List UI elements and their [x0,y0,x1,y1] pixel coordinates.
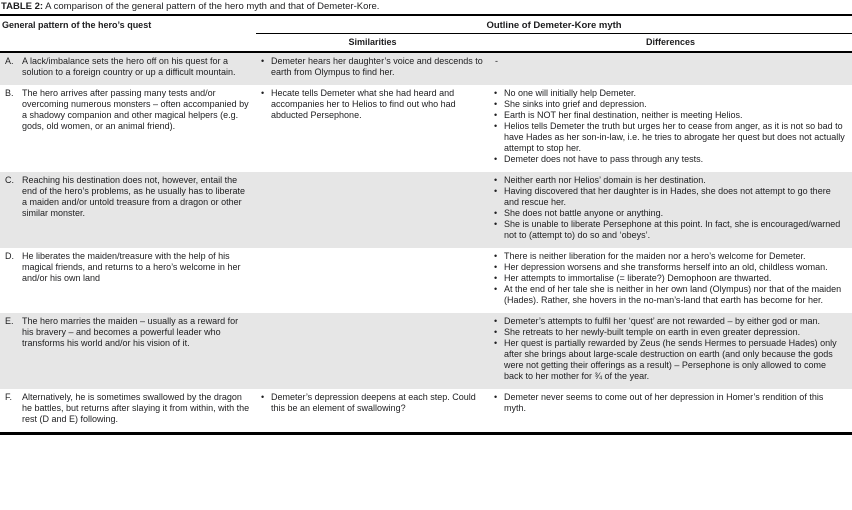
header-outline-group: Outline of Demeter-Kore myth [256,15,852,34]
hero-pattern-cell [0,172,256,248]
bullet-text: Helios tells Demeter the truth but urges her to cease from anger, as it is not so bad to have Hades as her son-in-law, i.e. he tries to abrogate her quest but does not actually attempt to stop her. [504,121,845,153]
bullet-text: Demeter’s attempts to fulfil her ‘quest’ are not rewarded – by either god or man. [504,316,820,326]
bullet-icon: • [494,175,498,185]
hero-pattern-text: The hero marries the maiden – usually as a reward for his bravery – and becomes a powerful leader who transforms his world and/or his vision of it. [22,316,239,348]
similarities-cell [256,248,489,313]
similarities-cell [256,313,489,389]
similarities-cell [256,172,489,248]
hero-pattern-cell [0,248,256,313]
bullet-item [494,251,846,262]
comparison-table [0,14,852,435]
bullet-text: Demeter’s depression deepens at each step. Could this be an element of swallowing? [271,392,476,413]
bullet-item [494,262,846,273]
bullet-item [494,110,846,121]
bullet-icon: • [494,208,498,218]
bullet-icon: • [494,392,498,402]
bullet-icon: • [494,338,498,348]
bullet-icon: • [494,219,498,229]
bullet-icon: • [261,88,265,98]
bullet-text: At the end of her tale she is neither in her own land (Olympus) nor that of the maiden (Hades). Rather, she hovers in the no-man’s-land that earth has become for her. [504,284,842,305]
hero-pattern-text: Alternatively, he is sometimes swallowed by the dragon he battles, but returns after slaying it from within, with the rest (D and E) following. [22,392,250,424]
bullet-icon: • [261,392,265,402]
bullet-item [261,392,483,414]
hero-pattern-text: A lack/imbalance sets the hero off on his quest for a solution to a foreign country or up a difficult mountain. [22,56,236,77]
bullet-icon: • [494,327,498,337]
differences-cell [489,313,852,389]
bullet-icon: • [494,316,498,326]
similarities-cell [256,85,489,172]
bullet-text: Her attempts to immortalise (= liberate?) Demophoon are thwarted. [504,273,772,283]
table-caption-text: A comparison of the general pattern of the hero myth and that of Demeter-Kore. [45,1,380,12]
differences-cell [489,52,852,85]
bullet-item [494,154,846,165]
table-row [0,52,852,85]
table-row [0,389,852,434]
row-letter: A. [5,56,14,66]
bullet-text: No one will initially help Demeter. [504,88,637,98]
table-row [0,248,852,313]
table-caption [0,0,852,14]
bullet-text: She retreats to her newly-built temple on earth in even greater depression. [504,327,801,337]
bullet-item [494,392,846,414]
similarities-cell [256,389,489,434]
bullet-icon: • [494,284,498,294]
bullet-text: Demeter hears her daughter’s voice and descends to earth from Olympus to find her. [271,56,483,77]
bullet-text: She is unable to liberate Persephone at this point. In fact, she is encouraged/warned not to (attempt to) do so and ‘obeys’. [504,219,841,240]
header-pattern-column: General pattern of the hero’s quest [2,20,152,30]
bullet-icon: • [494,251,498,261]
bullet-icon: • [261,56,265,66]
hero-pattern-cell [0,313,256,389]
bullet-item [494,284,846,306]
row-letter: E. [5,316,14,326]
bullet-text: There is neither liberation for the maiden nor a hero’s welcome for Demeter. [504,251,806,261]
hero-pattern-text: The hero arrives after passing many tests and/or overcoming numerous monsters – often accompanied by a shadowy companion and other magical helpers (e.g. gods, old women, or an animal friend). [22,88,249,131]
hero-pattern-cell [0,389,256,434]
empty-placeholder: - [495,56,498,66]
row-letter: D. [5,251,14,261]
header-differences-column: Differences [645,37,696,47]
table-body [0,52,852,434]
header-similarities-column: Similarities [348,37,397,47]
bullet-icon: • [494,110,498,120]
differences-cell [489,389,852,434]
bullet-item [494,175,846,186]
bullet-item [494,121,846,154]
bullet-text: She sinks into grief and depression. [504,99,647,109]
row-letter: C. [5,175,14,185]
bullet-text: Demeter does not have to pass through any tests. [504,154,704,164]
bullet-text: Her quest is partially rewarded by Zeus (he sends Hermes to persuade Hades) only after she brings about large-scale destruction on earth (and only because the gods were not getting their offerings as a result) – Persephone is only allowed to come back to her mother for ¾ of the year. [504,338,837,381]
bullet-icon: • [494,186,498,196]
bullet-item [494,327,846,338]
bullet-item [494,219,846,241]
bullet-text: Neither earth nor Helios’ domain is her destination. [504,175,706,185]
bullet-item [494,208,846,219]
hero-pattern-cell [0,52,256,85]
bullet-item [494,338,846,382]
table-caption-label: TABLE 2: [1,1,44,12]
bullet-item [261,56,483,78]
bullet-text: Having discovered that her daughter is in Hades, she does not attempt to go there and rescue her. [504,186,831,207]
bullet-icon: • [494,121,498,131]
table-header [0,15,852,52]
bullet-item [261,88,483,121]
bullet-text: Her depression worsens and she transforms herself into an old, childless woman. [504,262,828,272]
bullet-icon: • [494,99,498,109]
bullet-item [494,186,846,208]
bullet-item [494,316,846,327]
hero-pattern-text: He liberates the maiden/treasure with the help of his magical friends, and returns to a hero’s welcome in her and/or his own land [22,251,241,283]
table-row [0,313,852,389]
bullet-item [494,88,846,99]
row-letter: F. [5,392,13,402]
differences-cell [489,172,852,248]
bullet-text: Earth is NOT her final destination, neither is meeting Helios. [504,110,743,120]
bullet-text: She does not battle anyone or anything. [504,208,664,218]
differences-cell [489,248,852,313]
differences-cell [489,85,852,172]
table-row [0,85,852,172]
similarities-cell [256,52,489,85]
bullet-item [494,99,846,110]
row-letter: B. [5,88,14,98]
hero-pattern-text: Reaching his destination does not, however, entail the end of the hero’s problems, as he usually has to liberate a maiden and/or untold treasure from a dragon or other similar monster. [22,175,245,218]
bullet-icon: • [494,262,498,272]
bullet-icon: • [494,154,498,164]
bullet-text: Hecate tells Demeter what she had heard and accompanies her to Helios to find out who had abducted Persephone. [271,88,456,120]
table-row [0,172,852,248]
bullet-icon: • [494,273,498,283]
bullet-text: Demeter never seems to come out of her depression in Homer’s rendition of this myth. [504,392,824,413]
hero-pattern-cell [0,85,256,172]
bullet-item [494,273,846,284]
bullet-icon: • [494,88,498,98]
